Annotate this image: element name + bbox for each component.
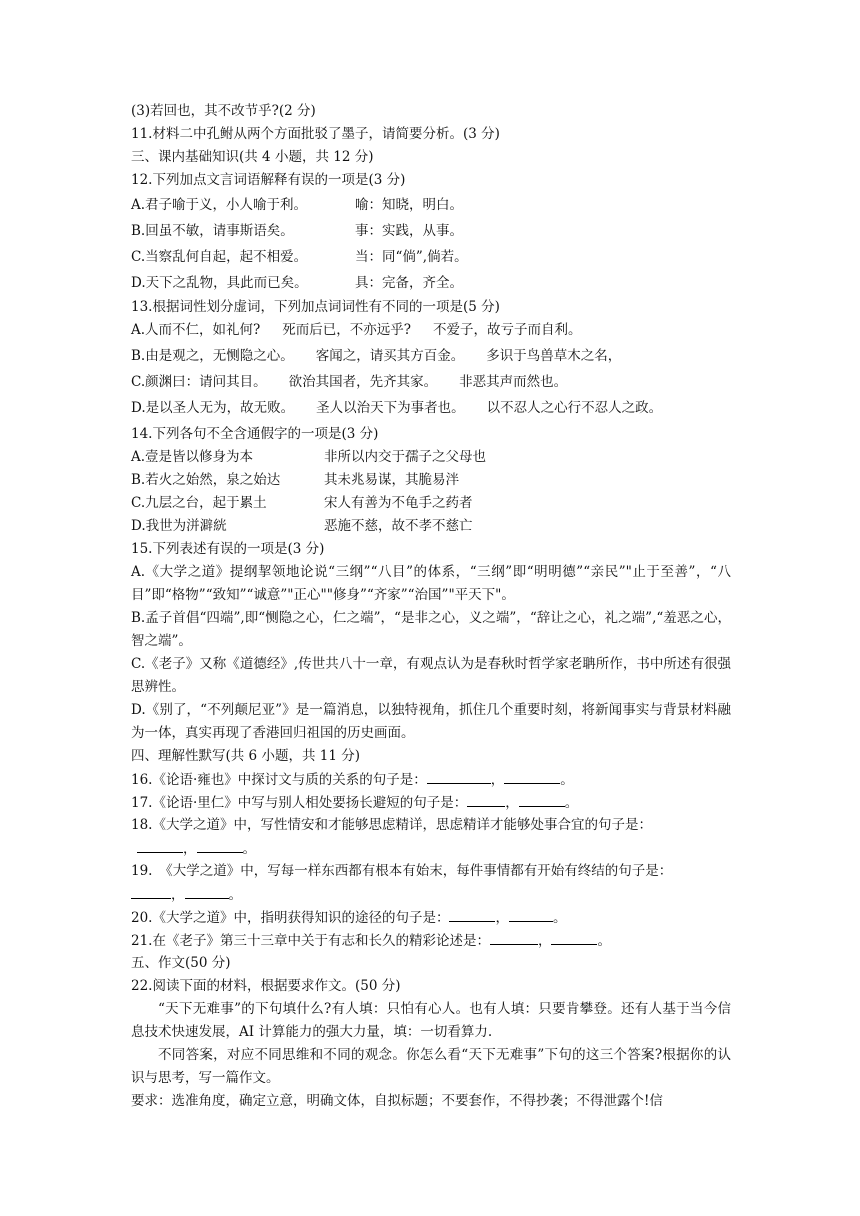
question-13: 13.根据词性划分虚词，下列加点词词性有不同的一项是(5 分): [131, 299, 500, 315]
option-sentence: D.天下之乱物，具此而已矣。: [131, 274, 308, 291]
essay-requirements: 要求：选准角度，确定立意，明确文体，自拟标题；不要套作，不得抄袭；不得泄露个!信: [131, 1093, 663, 1109]
q14-option-c: [131, 492, 731, 515]
answer-blank[interactable]: [185, 883, 229, 899]
answer-blank[interactable]: [197, 837, 243, 853]
period: 。: [560, 772, 574, 788]
q15-option-d: D.《别了，“不列颠尼亚”》是一篇消息，以独特视角，抓住几个重要时刻，将新闻事实与背景材料融为一体，真实再现了香港回归祖国的历史画面。: [131, 702, 731, 741]
option-part: 以不忍人之心行不忍人之政。: [486, 400, 663, 416]
option-left: A.壹是皆以修身为本: [131, 449, 254, 465]
period: 。: [552, 910, 567, 926]
answer-blank[interactable]: [551, 929, 597, 945]
question-19: 19. 《大学之道》中，写每一样东西都有根本有始末，每件事情都有开始有终结的句子是：: [131, 863, 673, 879]
answer-blank[interactable]: [449, 906, 495, 922]
period: 。: [228, 887, 242, 903]
question-15: 15.下列表述有误的一项是(3 分): [131, 541, 325, 557]
option-right: 其未兆易谋，其脆易泮: [324, 472, 459, 488]
question-text: 16.《论语·雍也》中探讨文与质的关系的句子是：: [131, 772, 427, 788]
question-11: 11.材料二中孔鲋从两个方面批驳了墨子，请简要分析。(3 分): [131, 126, 500, 142]
option-part: 非恶其声而然也。: [459, 374, 568, 390]
option-part: 欲治其国者，先齐其家。: [288, 374, 438, 390]
question-text: 17.《论语·里仁》中写与别人相处要扬长避短的句子是：: [131, 795, 468, 811]
question-18-answer: [131, 837, 731, 860]
option-right: 恶施不慈，故不孝不慈亡: [324, 518, 473, 534]
option-sentence: A.君子喻于义，小人喻于利。: [131, 196, 308, 213]
option-left: D.我世为洴澼絖: [131, 518, 227, 534]
option-left: C.九层之台，起于累土: [131, 495, 267, 511]
question-text: 20.《大学之道》中，指明获得知识的途径的句子是：: [131, 910, 450, 926]
option-left: B.若火之始然，泉之始达: [131, 472, 281, 488]
period: 。: [597, 933, 611, 949]
q12-option-d: [131, 270, 731, 296]
q15-option-a: A.《大学之道》提纲挈领地论说“三纲”“八目”的体系，“三纲”即“明明德”“亲民”"止于至善”，“八目”即“格物”“致知”“诚意”"正心""修身”“齐家”“治国”"平天下"。: [131, 564, 731, 603]
option-part: D.是以圣人无为，故无败。: [131, 400, 295, 416]
option-sentence: B.回虽不敏，请事斯语矣。: [131, 222, 294, 239]
option-part: 多识于鸟兽草木之名，: [486, 348, 622, 364]
question-22: 22.阅读下面的材料，根据要求作文。(50 分): [131, 978, 401, 994]
q15-option-c: C.《老子》又称《道德经》,传世共八十一章，有观点认为是春秋时哲学家老聃所作，书中所述有很强思辨性。: [131, 656, 731, 695]
question-20: [131, 906, 731, 929]
question-text: 21.在《老子》第三十三章中关于有志和长久的精彩论述是：: [131, 933, 490, 949]
period: 。: [242, 841, 256, 857]
q14-options: [131, 446, 731, 538]
option-part: A.人而不仁，如礼何?: [131, 322, 261, 338]
option-part: 客闻之，请买其方百金。: [315, 348, 465, 364]
option-gloss: 事：实践，从事。: [355, 222, 463, 239]
q13-options: [131, 319, 731, 423]
option-sentence: C.当察乱何自起，起不相爱。: [131, 248, 308, 265]
q12-options: [131, 192, 731, 296]
option-part: 死而后已，不亦远乎?: [282, 322, 412, 338]
comma: ，: [183, 841, 197, 857]
option-part: B.由是观之，无恻隐之心。: [131, 348, 294, 364]
option-right: 宋人有善为不龟手之药者: [324, 495, 473, 511]
question-21: [131, 929, 731, 952]
question-18: 18.《大学之道》中，写性情安和才能够思虑精详，思虑精详才能够处事合宜的句子是：: [131, 817, 652, 833]
q12-option-b: [131, 218, 731, 244]
q13-option-d: [131, 397, 731, 423]
question-17: [131, 791, 731, 814]
q12-option-c: [131, 244, 731, 270]
question-16: [131, 768, 731, 791]
question-14: 14.下列各句不全含通假字的一项是(3 分): [131, 426, 379, 442]
answer-blank[interactable]: [137, 837, 183, 853]
comma: ，: [490, 772, 505, 788]
option-gloss: 喻：知晓，明白。: [355, 196, 463, 213]
answer-blank[interactable]: [131, 883, 171, 899]
section-3-heading: 三、课内基础知识(共 4 小题，共 12 分): [131, 149, 374, 165]
option-part: 圣人以治天下为事者也。: [316, 400, 465, 416]
answer-blank[interactable]: [427, 768, 491, 784]
option-part: C.颜渊曰：请问其目。: [131, 374, 267, 390]
answer-blank[interactable]: [490, 929, 538, 945]
q15-option-b: B.孟子首倡“四端”,即“恻隐之心，仁之端”，“是非之心，义之端”，“辞让之心，礼之端”,“羞恶之心，智之端”。: [131, 610, 731, 649]
answer-blank[interactable]: [504, 768, 560, 784]
q13-option-a: [131, 319, 731, 345]
period: 。: [564, 795, 579, 811]
question-10-3: (3)若回也，其不改节乎?(2 分): [131, 103, 316, 119]
q14-option-d: [131, 515, 731, 538]
comma: ，: [505, 795, 519, 811]
answer-blank[interactable]: [467, 791, 505, 807]
comma: ，: [495, 910, 509, 926]
option-gloss: 当：同“倘”,倘若。: [355, 248, 468, 265]
option-gloss: 具：完备，齐全。: [355, 274, 463, 291]
comma: ，: [171, 887, 185, 903]
option-right: 非所以内交于孺子之父母也: [324, 449, 486, 465]
comma: ，: [537, 933, 552, 949]
q13-option-b: [131, 345, 731, 371]
answer-blank[interactable]: [509, 906, 553, 922]
q13-option-c: [131, 371, 731, 397]
section-5-heading: 五、作文(50 分): [131, 955, 231, 971]
option-part: 不爱子，故亏子而自利。: [433, 322, 582, 338]
question-12: 12.下列加点文言词语解释有误的一项是(3 分): [131, 172, 406, 188]
question-19-answer: [131, 883, 731, 906]
answer-blank[interactable]: [519, 791, 565, 807]
essay-material-1: “天下无难事”的下句填什么?有人填：只怕有心人。也有人填：只要肯攀登。还有人基于当今信息技术快速发展，AI 计算能力的强大力量，填：一切看算力.: [131, 1001, 731, 1040]
section-4-heading: 四、理解性默写(共 6 小题，共 11 分): [131, 748, 360, 764]
exam-page: [131, 100, 731, 1113]
q14-option-b: [131, 469, 731, 492]
q12-option-a: [131, 192, 731, 218]
q14-option-a: [131, 446, 731, 469]
essay-material-2: 不同答案，对应不同思维和不同的观念。你怎么看“天下无难事”下句的这三个答案?根据你的认识与思考，写一篇作文。: [131, 1047, 731, 1086]
